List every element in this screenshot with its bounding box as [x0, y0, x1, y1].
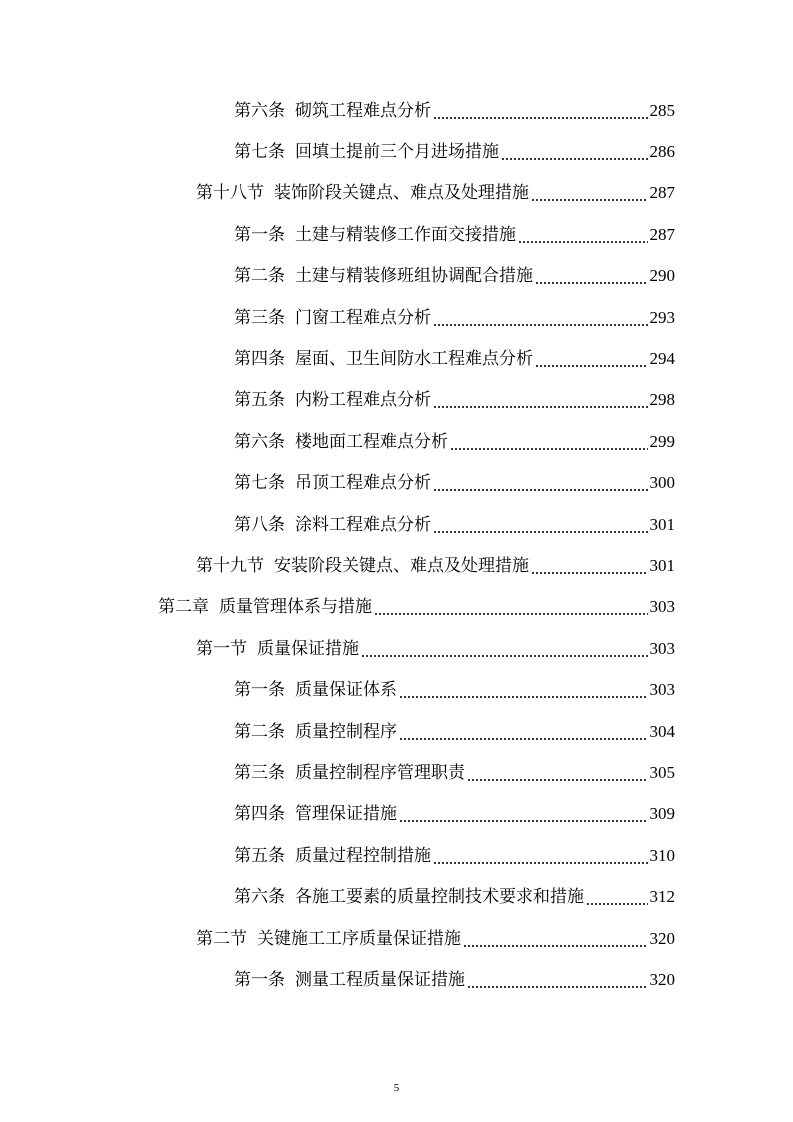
toc-entry-number: 第三条: [234, 762, 285, 783]
toc-entry-page-number: 286: [649, 141, 675, 161]
toc-dot-leader: [374, 597, 648, 617]
toc-entry-title: 涂料工程难点分析: [295, 514, 431, 535]
toc-entry-page-number: 320: [649, 928, 675, 948]
page-number-footer: 5: [393, 1082, 400, 1094]
toc-entry[interactable]: [234, 463, 675, 504]
toc-entry-title: 吊顶工程难点分析: [295, 473, 431, 494]
toc-entry-page-number: 301: [649, 514, 675, 534]
toc-entry-title: 土建与精装修工作面交接措施: [295, 224, 516, 245]
toc-entry-number: 第八条: [234, 514, 285, 535]
toc-entry[interactable]: [234, 256, 675, 297]
toc-dot-leader: [433, 390, 648, 410]
toc-entry-number: 第二条: [234, 266, 285, 287]
toc-entry-page-number: 285: [649, 100, 675, 120]
toc-entry-title: 装饰阶段关键点、难点及处理措施: [274, 183, 529, 204]
toc-entry[interactable]: [234, 131, 675, 172]
toc-entry-title: 关键施工工序质量保证措施: [257, 928, 461, 949]
toc-dot-leader: [535, 266, 648, 286]
toc-entry-page-number: 310: [649, 845, 675, 865]
toc-dot-leader: [433, 473, 648, 493]
toc-dot-leader: [433, 101, 648, 121]
toc-dot-leader: [399, 722, 648, 742]
toc-entry-number: 第七条: [234, 473, 285, 494]
toc-entry[interactable]: [234, 959, 675, 1000]
toc-entry-number: 第二章: [158, 597, 209, 618]
toc-dot-leader: [450, 432, 648, 452]
toc-entry-number: 第一节: [196, 638, 247, 659]
toc-entry-title: 门窗工程难点分析: [295, 307, 431, 328]
toc-entry[interactable]: [234, 338, 675, 379]
toc-dot-leader: [467, 763, 648, 783]
toc-entry-title: 砌筑工程难点分析: [295, 100, 431, 121]
toc-entry-page-number: 287: [649, 183, 675, 203]
toc-entry[interactable]: [234, 794, 675, 835]
toc-entry-number: 第五条: [234, 390, 285, 411]
toc-entry-page-number: 305: [649, 762, 675, 782]
toc-entry-number: 第一条: [234, 224, 285, 245]
toc-entry[interactable]: [234, 380, 675, 421]
toc-entry-title: 测量工程质量保证措施: [295, 969, 465, 990]
toc-entry-number: 第一条: [234, 680, 285, 701]
toc-entry-title: 屋面、卫生间防水工程难点分析: [295, 348, 533, 369]
toc-entry[interactable]: [234, 711, 675, 752]
toc-dot-leader: [433, 515, 648, 535]
toc-dot-leader: [518, 225, 648, 245]
toc-entry-title: 质量过程控制措施: [295, 845, 431, 866]
toc-entry-page-number: 312: [649, 887, 675, 907]
toc-entry-page-number: 294: [649, 348, 675, 368]
toc-entry[interactable]: [196, 173, 675, 214]
toc-entry[interactable]: [196, 628, 675, 669]
toc-dot-leader: [433, 308, 648, 328]
toc-entry-title: 质量控制程序管理职责: [295, 762, 465, 783]
toc-entry[interactable]: [196, 918, 675, 959]
toc-entry-number: 第十八节: [196, 183, 264, 204]
toc-entry-page-number: 309: [649, 804, 675, 824]
toc-entry-page-number: 301: [649, 555, 675, 575]
toc-dot-leader: [399, 804, 648, 824]
toc-entry-number: 第十九节: [196, 555, 264, 576]
toc-entry-title: 管理保证措施: [295, 804, 397, 825]
toc-entry-page-number: 303: [649, 597, 675, 617]
toc-entry-title: 楼地面工程难点分析: [295, 431, 448, 452]
toc-entry-title: 各施工要素的质量控制技术要求和措施: [295, 887, 584, 908]
toc-entry-title: 回填土提前三个月进场措施: [295, 141, 499, 162]
toc-dot-leader: [535, 349, 648, 369]
toc-entry[interactable]: [234, 421, 675, 462]
toc-dot-leader: [531, 183, 648, 203]
toc-entry-number: 第三条: [234, 307, 285, 328]
toc-entry[interactable]: [234, 752, 675, 793]
toc-entry-page-number: 304: [649, 721, 675, 741]
toc-dot-leader: [586, 887, 648, 907]
toc-entry[interactable]: [196, 545, 675, 586]
toc-entry[interactable]: [234, 214, 675, 255]
toc-entry-title: 质量管理体系与措施: [219, 597, 372, 618]
toc-entry-title: 质量保证措施: [257, 638, 359, 659]
toc-entry-page-number: 287: [649, 224, 675, 244]
toc-dot-leader: [467, 970, 648, 990]
toc-entry-number: 第一条: [234, 969, 285, 990]
toc-entry[interactable]: [234, 877, 675, 918]
toc-dot-leader: [433, 846, 648, 866]
toc-entry-number: 第六条: [234, 100, 285, 121]
toc-entry-number: 第七条: [234, 141, 285, 162]
toc-entry[interactable]: [234, 670, 675, 711]
toc-entry-page-number: 293: [649, 307, 675, 327]
toc-entry-page-number: 298: [649, 390, 675, 410]
toc-entry-number: 第六条: [234, 431, 285, 452]
toc-entry[interactable]: [234, 835, 675, 876]
toc-entry-number: 第二节: [196, 928, 247, 949]
toc-entry-page-number: 303: [649, 680, 675, 700]
toc-dot-leader: [531, 556, 648, 576]
toc-entry-title: 质量保证体系: [295, 680, 397, 701]
toc-entry[interactable]: [234, 504, 675, 545]
toc-entry[interactable]: [158, 587, 675, 628]
toc-entry[interactable]: [234, 90, 675, 131]
toc-entry-title: 安装阶段关键点、难点及处理措施: [274, 555, 529, 576]
toc-dot-leader: [463, 929, 648, 949]
toc-dot-leader: [501, 142, 648, 162]
toc-entry-page-number: 303: [649, 638, 675, 658]
toc-entry-title: 质量控制程序: [295, 721, 397, 742]
toc-entry-number: 第五条: [234, 845, 285, 866]
toc-entry-number: 第六条: [234, 887, 285, 908]
toc-entry-page-number: 320: [649, 969, 675, 989]
toc-entry-number: 第四条: [234, 348, 285, 369]
toc-dot-leader: [399, 680, 648, 700]
toc-entry-title: 土建与精装修班组协调配合措施: [295, 266, 533, 287]
toc-entry-page-number: 290: [649, 266, 675, 286]
toc-entry-page-number: 299: [649, 431, 675, 451]
toc-entry-number: 第四条: [234, 804, 285, 825]
toc-entry-title: 内粉工程难点分析: [295, 390, 431, 411]
toc-entry-number: 第二条: [234, 721, 285, 742]
toc-entry[interactable]: [234, 297, 675, 338]
toc-dot-leader: [361, 639, 648, 659]
toc-entry-page-number: 300: [649, 473, 675, 493]
